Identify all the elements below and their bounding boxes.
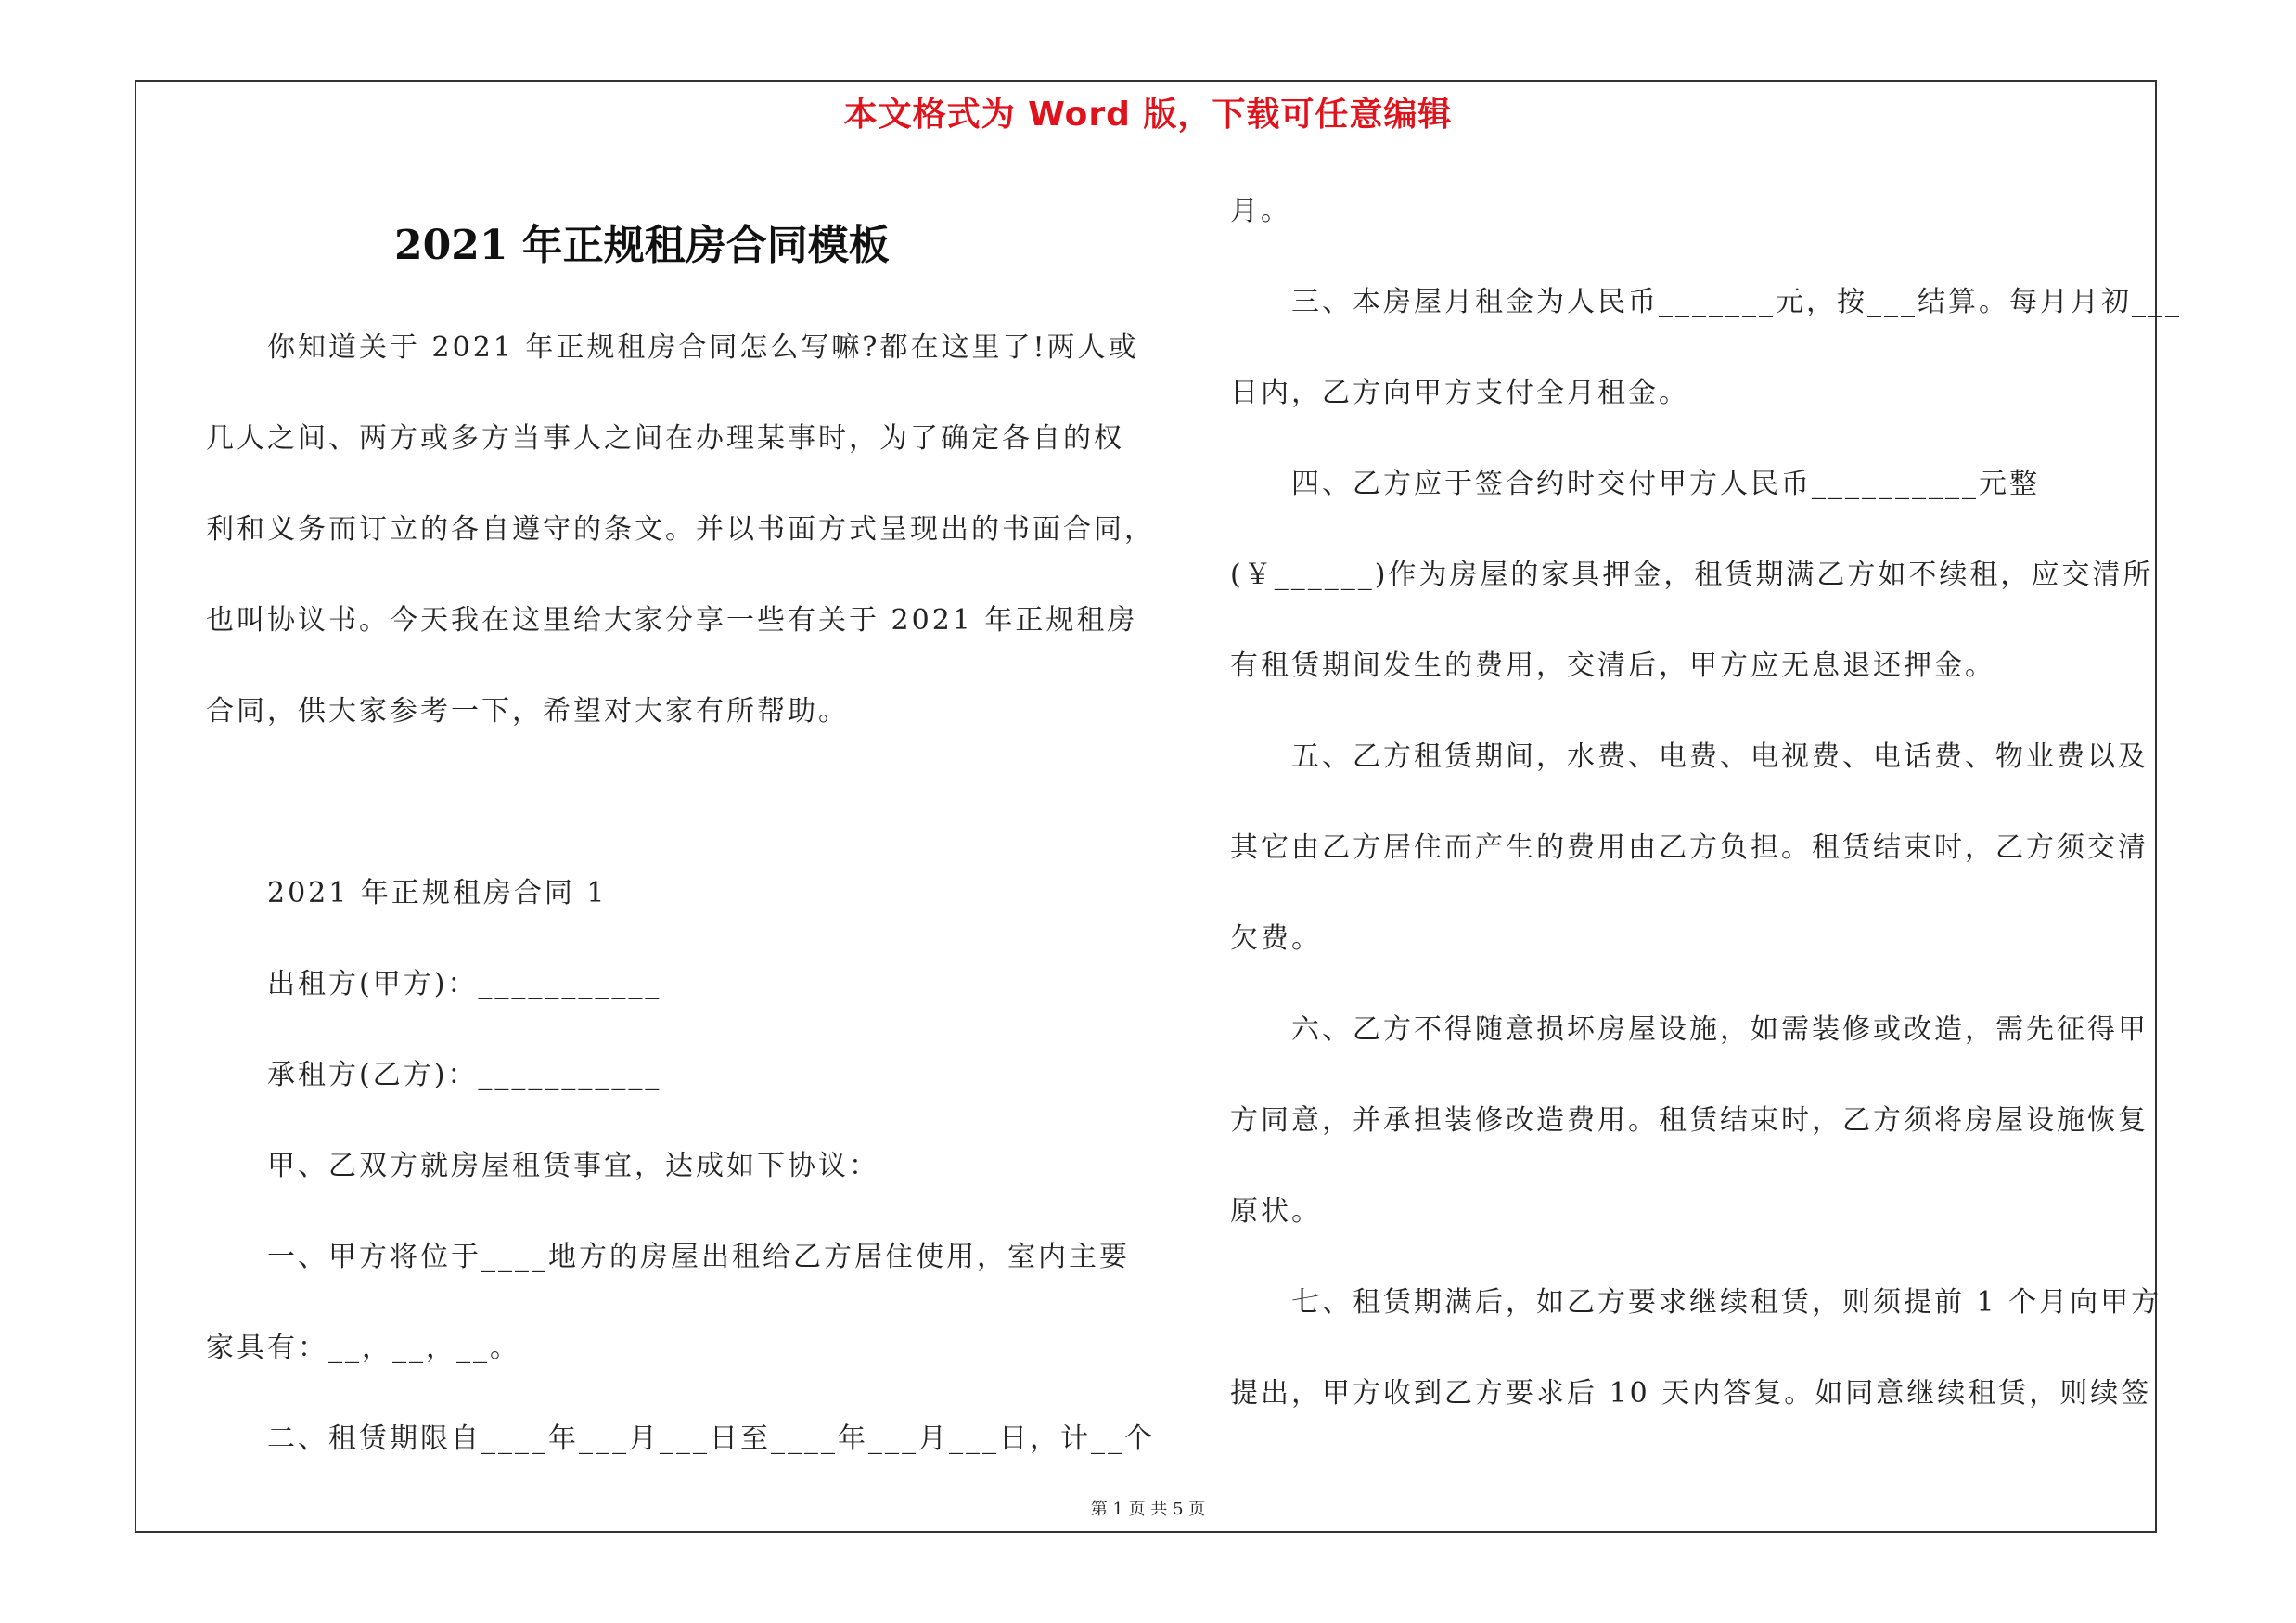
clause-4-line-3: 有租赁期间发生的费用，交清后，甲方应无息退还押金。 xyxy=(1230,650,1995,682)
clause-6-line-3: 原状。 xyxy=(1230,1195,1322,1228)
clause-2-line-1: 二、租赁期限自____年___月___日至____年___月___日，计__个 xyxy=(267,1423,1155,1455)
clause-4-line-1: 四、乙方应于签合约时交付甲方人民币__________元整 xyxy=(1291,468,2040,500)
clause-6-line-2: 方同意，并承担装修改造费用。租赁结束时，乙方须将房屋设施恢复 xyxy=(1230,1104,2148,1137)
clause-1-line-2: 家具有：__，__，__。 xyxy=(206,1332,520,1364)
format-notice-banner: 本文格式为 Word 版，下载可任意编辑 xyxy=(843,96,1453,134)
document-title: 2021 年正规租房合同模板 xyxy=(394,222,890,269)
clause-4-line-2: (￥______)作为房屋的家具押金，租赁期满乙方如不续租，应交清所 xyxy=(1230,559,2154,591)
contract-heading: 2021 年正规租房合同 1 xyxy=(267,877,608,909)
clause-1-line-1: 一、甲方将位于____地方的房屋出租给乙方居住使用，室内主要 xyxy=(267,1241,1130,1273)
clause-3-line-2: 日内，乙方向甲方支付全月租金。 xyxy=(1230,377,1689,409)
clause-7-line-1: 七、租赁期满后，如乙方要求继续租赁，则须提前 1 个月向甲方 xyxy=(1291,1286,2162,1319)
clause-2-line-2: 月。 xyxy=(1230,195,1291,227)
intro-line-2: 几人之间、两方或多方当事人之间在办理某事时，为了确定各自的权 xyxy=(206,422,1124,455)
clause-5-line-2: 其它由乙方居住而产生的费用由乙方负担。租赁结束时，乙方须交清 xyxy=(1230,831,2148,864)
clause-6-line-1: 六、乙方不得随意损坏房屋设施，如需装修或改造，需先征得甲 xyxy=(1291,1013,2148,1046)
intro-line-3: 利和义务而订立的各自遵守的条文。并以书面方式呈现出的书面合同， xyxy=(206,513,1155,546)
clause-5-line-3: 欠费。 xyxy=(1230,922,1322,955)
lessee-line: 承租方(乙方)：___________ xyxy=(267,1059,662,1091)
lessor-line: 出租方(甲方)：___________ xyxy=(267,968,662,1000)
intro-line-5: 合同，供大家参考一下，希望对大家有所帮助。 xyxy=(206,695,849,728)
clause-5-line-1: 五、乙方租赁期间，水费、电费、电视费、电话费、物业费以及 xyxy=(1291,741,2148,773)
intro-line-1: 你知道关于 2021 年正规租房合同怎么写嘛?都在这里了!两人或 xyxy=(267,331,1139,364)
page-number-footer: 第 1 页 共 5 页 xyxy=(1090,1500,1206,1519)
clause-3-line-1: 三、本房屋月租金为人民币_______元，按___结算。每月月初___ xyxy=(1291,286,2182,318)
clause-7-line-2: 提出，甲方收到乙方要求后 10 天内答复。如同意继续租赁，则续签 xyxy=(1230,1377,2152,1410)
agreement-intro: 甲、乙双方就房屋租赁事宜，达成如下协议： xyxy=(267,1150,879,1182)
intro-line-4: 也叫协议书。今天我在这里给大家分享一些有关于 2021 年正规租房 xyxy=(206,604,1138,637)
